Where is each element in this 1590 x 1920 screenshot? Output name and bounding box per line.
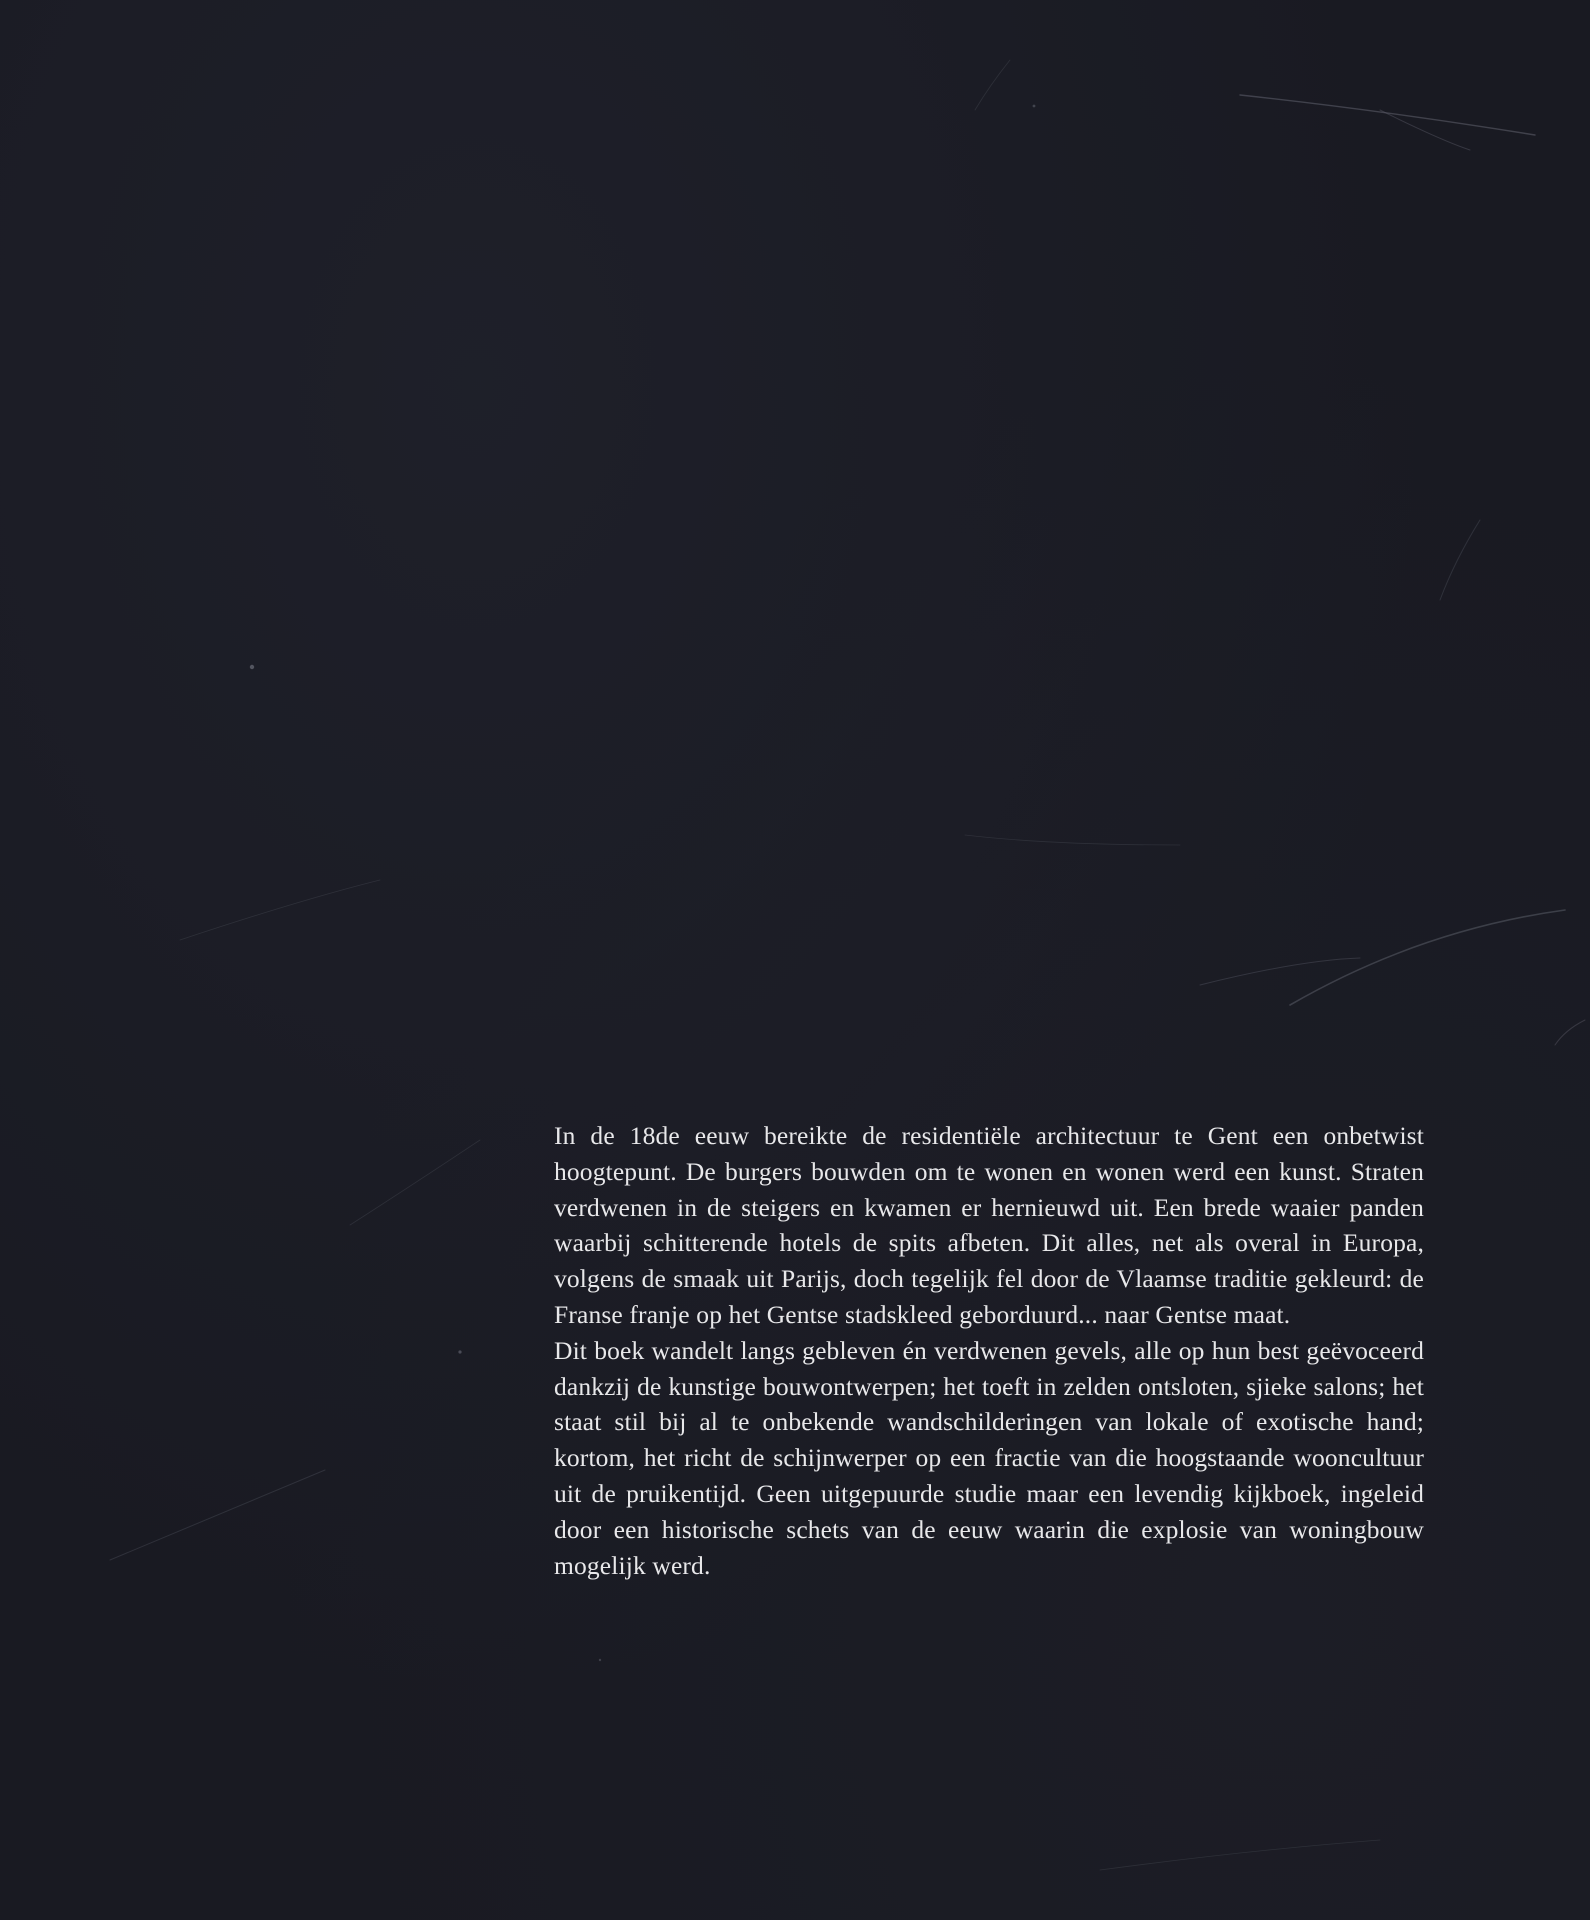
blurb-paragraph-2: Dit boek wandelt langs gebleven én verdwenen gevels, alle op hun best geëvoceerd dankzij de kunstige bouwontwerpen; het toeft in zelden ontsloten, sjieke salons; het staat stil bij al te onbekende wandschilderingen van lokale of exotische hand; kortom, het richt de schijnwerper op een fractie van die hoogstaande wooncultuur uit de pruikentijd. Geen uitgepuurde studie maar een levendig kijkboek, ingeleid door een historische schets van de eeuw waarin die explosie van woningbouw mogelijk werd. xyxy=(554,1335,1424,1580)
blurb-paragraph-1: In de 18de eeuw bereikte de residentiële architectuur te Gent een onbetwist hoogtepunt. De burgers bouwden om te wonen en wonen werd een kunst. Straten verdwenen in de steigers en kwamen er hernieuwd uit. Een brede waaier panden waarbij schitterende hotels de spits afbeten. Dit alles, net als overal in Europa, volgens de smaak uit Parijs, doch tegelijk fel door de Vlaamse traditie gekleurd: de Franse franje op het Gentse stadskleed geborduurd... naar Gentse maat. xyxy=(554,1121,1424,1329)
back-cover-blurb xyxy=(554,1118,1424,1583)
